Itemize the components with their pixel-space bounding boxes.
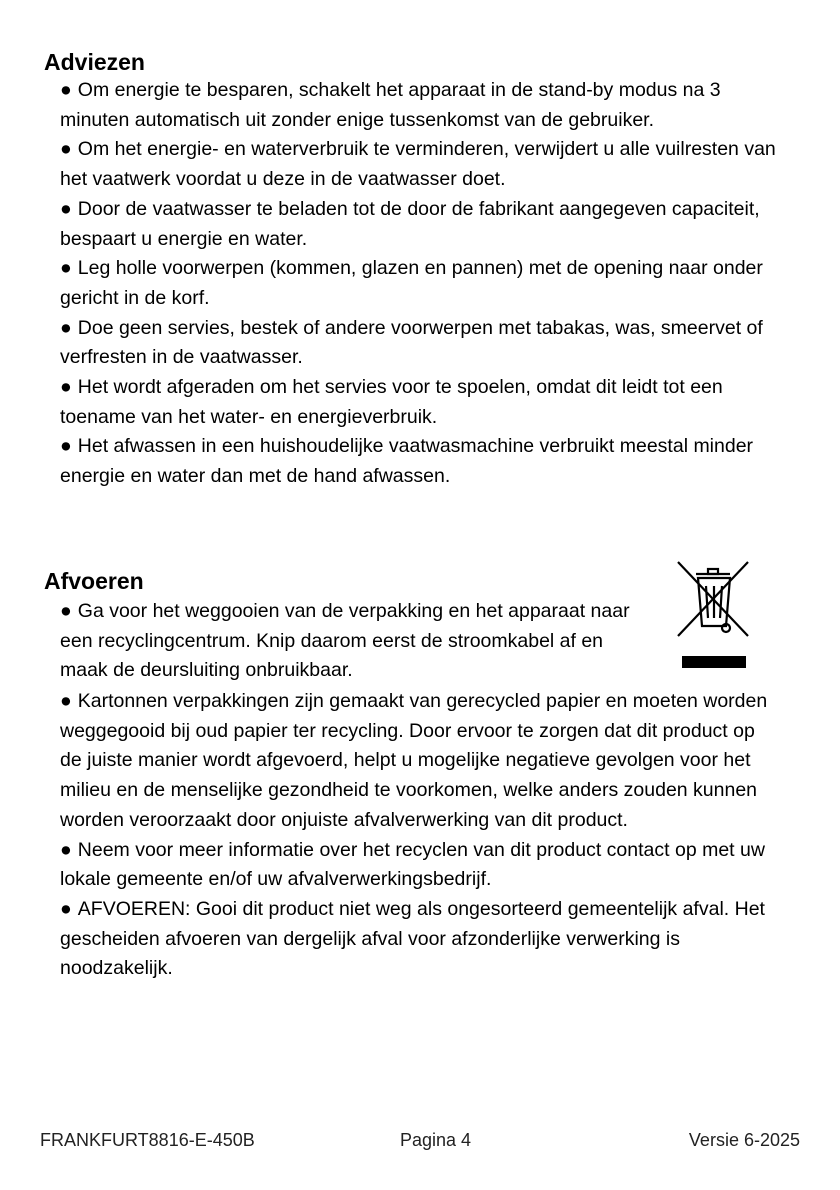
- bullet: ●: [60, 600, 72, 622]
- list-item: [60, 135, 780, 194]
- list-item-text: Doe geen servies, bestek of andere voorwerpen met tabakas, was, smeervet of verfresten in de vaatwasser.: [60, 316, 763, 369]
- list-item-text: Ga voor het weggooien van de verpakking en het apparaat naar een recyclingcentrum. Knip daarom eerst de stroomkabel af en maak de deursluiting onbruikbaar.: [60, 600, 630, 682]
- bullet: ●: [60, 376, 72, 399]
- list-item: [60, 373, 780, 432]
- bullet: ●: [60, 838, 72, 861]
- footer-page-number: Pagina 4: [400, 1130, 472, 1150]
- list-item: [60, 836, 780, 895]
- list-item-text: Om het energie- en waterverbruik te verminderen, verwijdert u alle vuilresten van het vaatwerk voordat u deze in de vaatwasser doet.: [60, 138, 776, 191]
- list-item-text: Het wordt afgeraden om het servies voor te spoelen, omdat dit leidt tot een toename van het water- en energieverbruik.: [60, 376, 723, 428]
- section-heading-adviezen: Adviezen: [44, 49, 145, 75]
- list-item-text: Het afwassen in een huishoudelijke vaatwasmachine verbruikt meestal minder energie en water dan met de hand afwassen.: [60, 435, 754, 488]
- bullet: ●: [60, 316, 72, 339]
- list-item: [60, 76, 780, 135]
- list-item-text: Kartonnen verpakkingen zijn gemaakt van gerecycled papier en moeten worden weggegooid bij oud papier ter recycling. Door ervoor te zorgen dat dit product op de juiste manier wordt afgevoerd, helpt u mogelijke negatieve gevolgen voor het milieu en de menselijke gezondheid te voorkomen, welke anders zouden kunnen worden veroorzaakt door onjuiste afvalverwerking van dit product.: [60, 690, 768, 831]
- footer-version: Versie 6-2025: [688, 1130, 800, 1150]
- list-item: [60, 254, 780, 313]
- bullet: ●: [60, 897, 72, 920]
- list-item: [60, 895, 780, 984]
- list-item-text: Door de vaatwasser te beladen tot de door de fabrikant aangegeven capaciteit, bespaart u energie en water.: [60, 197, 760, 250]
- weee-crossed-bin-icon: [672, 560, 752, 670]
- list-item: [60, 597, 650, 686]
- footer-model: FRANKFURT8816-E-450B: [40, 1130, 255, 1150]
- list-item: [60, 687, 780, 836]
- afvoeren-list-intro: [60, 597, 650, 686]
- bullet: ●: [60, 197, 72, 220]
- afvoeren-list: [60, 687, 780, 984]
- list-item: [60, 432, 780, 491]
- list-item-text: Om energie te besparen, schakelt het apparaat in de stand-by modus na 3 minuten automatisch uit zonder enige tussenkomst van de gebruiker.: [60, 79, 721, 131]
- section-heading-afvoeren: Afvoeren: [44, 568, 144, 594]
- bullet: ●: [60, 690, 72, 712]
- bullet: ●: [60, 257, 72, 280]
- list-item-text: AFVOEREN: Gooi dit product niet weg als ongesorteerd gemeentelijk afval. Het gescheiden afvoeren van dergelijk afval voor afzonderlijke verwerking is noodzakelijk.: [60, 897, 765, 980]
- bullet: ●: [60, 435, 72, 458]
- list-item-text: Leg holle voorwerpen (kommen, glazen en pannen) met de opening naar onder gericht in de korf.: [60, 257, 763, 309]
- bullet: ●: [60, 138, 72, 161]
- list-item: [60, 314, 780, 373]
- bullet: ●: [60, 79, 72, 101]
- list-item: [60, 195, 780, 254]
- adviezen-list: [60, 76, 780, 492]
- list-item-text: Neem voor meer informatie over het recyclen van dit product contact op met uw lokale gemeente en/of uw afvalverwerkingsbedrijf.: [60, 838, 765, 891]
